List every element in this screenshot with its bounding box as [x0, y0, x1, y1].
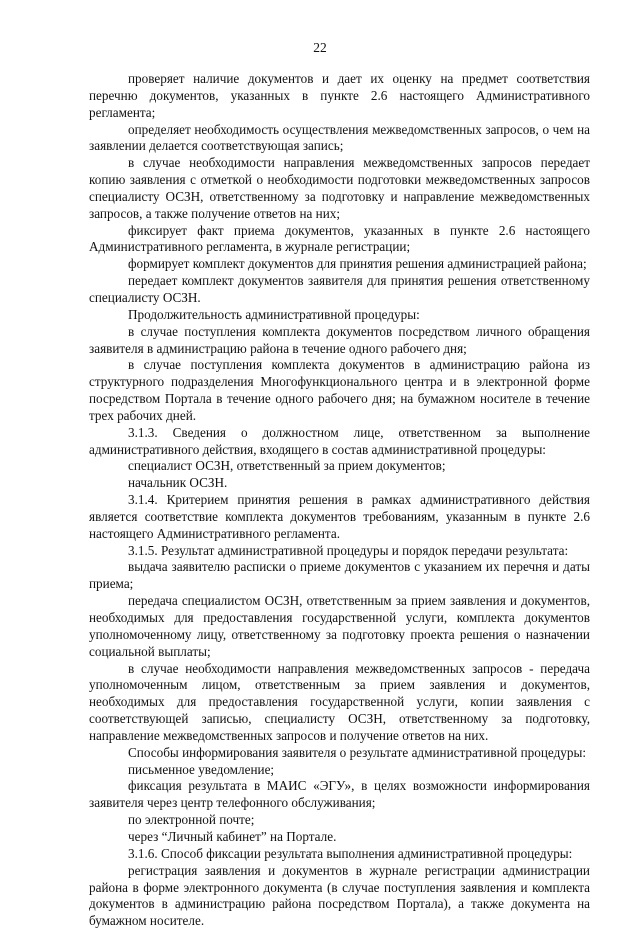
paragraph: в случае поступления комплекта документов в администрацию района из структурного подразделения Многофункционального центра и в электронной форме посредством Портала в течение одного рабочего дня; на бумажном носителе в течение трех рабочих дней.	[89, 357, 590, 423]
page-number: 22	[313, 40, 327, 55]
paragraph: в случае необходимости направления межведомственных запросов передает копию заявления с отметкой о необходимости подготовки межведомственных запросов специалисту ОСЗН, ответственному за подготовку и направление межведомственных запросов, а также получение ответов на них;	[89, 155, 590, 221]
paragraph: Продолжительность административной процедуры:	[128, 306, 420, 322]
paragraph: фиксация результата в МАИС «ЭГУ», в целях возможности информирования заявителя через центр телефонного обслуживания;	[89, 778, 590, 811]
paragraph: письменное уведомление;	[128, 761, 275, 777]
paragraph: 3.1.3. Сведения о должностном лице, ответственном за выполнение административного действия, входящего в состав административной процедуры:	[89, 424, 590, 457]
paragraph: в случае необходимости направления межведомственных запросов - передача уполномоченным лицом, ответственным за прием заявления и документов, необходимых для предоставления государственной услуги, копии заявления с соответствующей записью, специалисту ОСЗН, ответственному за подготовку, направление межведомственных запросов и получение ответов на них.	[89, 660, 590, 743]
paragraph: Способы информирования заявителя о результате административной процедуры:	[128, 744, 586, 760]
paragraph: проверяет наличие документов и дает их оценку на предмет соответствия перечню документов, указанных в пункте 2.6 настоящего Административного регламента;	[89, 71, 590, 120]
paragraph: передача специалистом ОСЗН, ответственным за прием заявления и документов, необходимых для предоставления государственной услуги, комплекта документов уполномоченному лицу, ответственному за подготовку проекта решения о назначении социальной выплаты;	[89, 593, 590, 659]
paragraph: начальник ОСЗН.	[128, 475, 228, 491]
paragraph: передает комплект документов заявителя для принятия решения ответственному специалисту ОСЗН.	[89, 273, 590, 305]
paragraph: определяет необходимость осуществления межведомственных запросов, о чем на заявлении делается соответствующая запись;	[89, 121, 590, 154]
document-body	[89, 71, 590, 930]
paragraph: специалист ОСЗН, ответственный за прием документов;	[128, 458, 446, 474]
paragraph: 3.1.5. Результат административной процедуры и порядок передачи результата:	[128, 542, 569, 558]
paragraph: фиксирует факт приема документов, указанных в пункте 2.6 настоящего Административного регламента, в журнале регистрации;	[89, 222, 590, 255]
paragraph: через “Личный кабинет” на Портале.	[128, 828, 337, 844]
paragraph: в случае поступления комплекта документов посредством личного обращения заявителя в администрацию района в течение одного рабочего дня;	[89, 323, 590, 356]
paragraph: формирует комплект документов для принятия решения администрацией района;	[128, 256, 587, 272]
paragraph: по электронной почте;	[128, 812, 255, 828]
paragraph: регистрация заявления и документов в журнале регистрации администрации района в форме электронного документа (в случае поступления заявления и комплекта документов в администрацию района посредством Портала), а также документа на бумажном носителе.	[89, 862, 590, 929]
paragraph: выдача заявителю расписки о приеме документов с указанием их перечня и даты приема;	[89, 559, 590, 592]
paragraph: 3.1.6. Способ фиксации результата выполнения административной процедуры:	[128, 845, 573, 861]
paragraph: 3.1.4. Критерием принятия решения в рамках административного действия является соответствие комплекта документов требованиям, указанным в пункте 2.6 настоящего Административного регламента.	[89, 492, 590, 541]
